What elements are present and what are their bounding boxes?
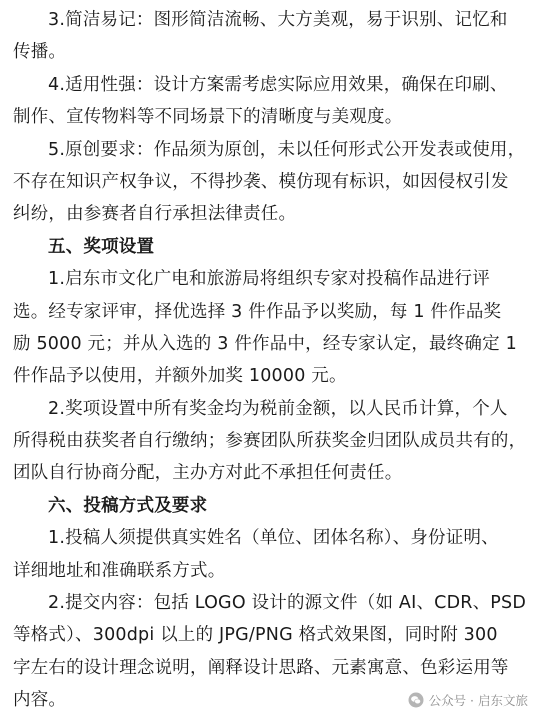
section-heading: 六、投稿方式及要求 <box>48 495 208 516</box>
text-line: 3.简洁易记：图形简洁流畅、大方美观，易于识别、记忆和 <box>48 10 508 30</box>
text-line: 团队自行协商分配，主办方对此不承担任何责任。 <box>13 463 403 484</box>
text-line: 不存在知识产权争议，不得抄袭、模仿现有标识，如因侵权引发 <box>13 171 509 192</box>
text-line: 纠纷，由参赛者自行承担法律责任。 <box>13 204 297 225</box>
para-original <box>13 134 533 231</box>
text-line: 选。经专家评审，择优选择 3 件作品予以奖励，每 1 件作品奖 <box>13 301 502 322</box>
text-line: 等格式）、300dpi 以上的 JPG/PNG 格式效果图，同时附 300 <box>13 625 498 646</box>
para-submit-1 <box>13 522 533 587</box>
section-heading: 五、奖项设置 <box>48 236 155 257</box>
para-award-1 <box>13 263 533 393</box>
text-line: 5.原创要求：作品须为原创，未以任何形式公开发表或使用， <box>48 139 526 160</box>
text-line: 4.适用性强：设计方案需考虑实际应用效果，确保在印刷、 <box>48 74 508 95</box>
text-line: 所得税由获奖者自行缴纳；参赛团队所获奖金归团队成员共有的， <box>13 431 527 452</box>
text-line: 制作、宣传物料等不同场景下的清晰度与美观度。 <box>13 107 403 128</box>
text-line: 励 5000 元；并从入选的 3 件作品中，经专家认定，最终确定 1 <box>13 333 517 354</box>
text-line: 详细地址和准确联系方式。 <box>13 560 226 581</box>
text-line: 2.提交内容：包括 LOGO 设计的源文件（如 AI、CDR、PSD <box>48 593 527 614</box>
text-line: 2.奖项设置中所有奖金均为税前金额，以人民币计算，个人 <box>48 398 508 419</box>
text-line: 传播。 <box>13 42 67 63</box>
text-line: 1.投稿人须提供真实姓名（单位、团体名称）、身份证明、 <box>48 528 499 549</box>
text-line: 件作品予以使用，并额外加奖 10000 元。 <box>13 366 347 387</box>
para-applicable <box>13 69 533 134</box>
watermark-text: 公众号 · 启东文旅 <box>428 693 528 708</box>
wechat-watermark <box>408 691 528 709</box>
text-line: 1.启东市文化广电和旅游局将组织专家对投稿作品进行评 <box>48 269 490 290</box>
heading-awards <box>13 231 533 263</box>
document-body <box>13 4 533 717</box>
heading-submission <box>13 490 533 522</box>
para-award-2 <box>13 393 533 490</box>
wechat-icon <box>408 692 424 708</box>
text-line: 字左右的设计理念说明，阐释设计思路、元素寓意、色彩运用等 <box>13 657 509 678</box>
text-line: 内容。 <box>13 690 67 711</box>
para-simple <box>13 4 533 69</box>
